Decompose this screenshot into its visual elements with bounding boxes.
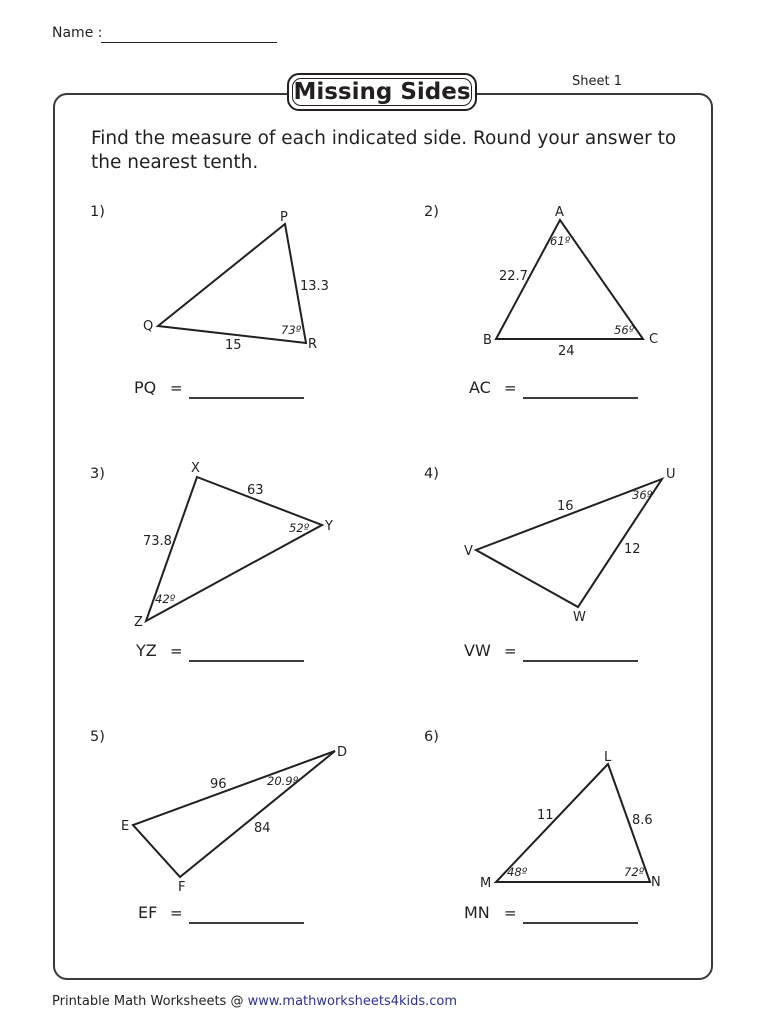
problem-1 <box>90 204 329 398</box>
vertex-label: M <box>480 876 492 891</box>
footer-link[interactable]: www.mathworksheets4kids.com <box>247 994 458 1009</box>
equals-sign: = <box>170 642 183 660</box>
equals-sign: = <box>504 379 517 397</box>
footer <box>52 994 457 1009</box>
vertex-label: A <box>555 205 564 220</box>
problem-4 <box>424 466 676 661</box>
problem-number: 3) <box>90 466 105 482</box>
sheet-label: Sheet 1 <box>572 74 622 89</box>
angle-measure: 52º <box>289 521 310 535</box>
problem-2 <box>424 204 658 398</box>
side-length: 15 <box>225 338 242 353</box>
angle-measure: 36º <box>632 488 653 502</box>
vertex-label: Y <box>325 519 333 534</box>
angle-measure: 42º <box>155 592 176 606</box>
vertex-label: X <box>191 461 200 476</box>
vertex-label: D <box>337 745 348 760</box>
answer-label: AC <box>469 378 491 397</box>
answer-label: PQ <box>134 378 157 397</box>
problem-number: 2) <box>424 204 439 220</box>
vertex-label: V <box>464 544 473 559</box>
answer-label: YZ <box>136 641 157 660</box>
vertex-label: N <box>651 875 661 890</box>
angle-measure: 72º <box>624 865 645 879</box>
side-length: 16 <box>557 499 574 514</box>
vertex-label: L <box>604 750 612 765</box>
vertex-label: U <box>666 467 676 482</box>
vertex-label: E <box>121 819 130 834</box>
equals-sign: = <box>170 379 183 397</box>
vertex-label: Z <box>134 615 143 630</box>
instructions: Find the measure of each indicated side. Round your answer to the nearest tenth. <box>91 128 677 173</box>
side-length: 11 <box>537 808 554 823</box>
side-length: 22.7 <box>499 269 528 284</box>
vertex-label: W <box>573 610 586 625</box>
angle-measure: 48º <box>507 865 528 879</box>
vertex-label: B <box>483 333 492 348</box>
angle-measure: 73º <box>281 323 302 337</box>
problem-number: 5) <box>90 729 105 745</box>
vertex-label: C <box>649 332 659 347</box>
problem-3 <box>90 461 333 661</box>
side-length: 84 <box>254 821 271 836</box>
side-length: 73.8 <box>143 534 172 549</box>
side-length: 12 <box>624 542 641 557</box>
side-length: 96 <box>210 777 227 792</box>
vertex-label: R <box>308 337 318 352</box>
side-length: 63 <box>247 483 264 498</box>
answer-label: MN <box>464 903 490 922</box>
answer-label: VW <box>464 641 491 660</box>
problem-number: 4) <box>424 466 439 482</box>
equals-sign: = <box>170 904 183 922</box>
side-length: 13.3 <box>300 279 329 294</box>
page-title: Missing Sides <box>293 79 471 105</box>
vertex-label: F <box>178 880 186 895</box>
angle-measure: 61º <box>550 234 571 248</box>
problem-5 <box>90 729 347 923</box>
problem-number: 1) <box>90 204 105 220</box>
vertex-label: P <box>280 210 288 225</box>
angle-measure: 20.9º <box>267 774 299 788</box>
vertex-label: Q <box>143 319 154 334</box>
answer-label: EF <box>138 903 158 922</box>
side-length: 24 <box>558 344 575 359</box>
equals-sign: = <box>504 642 517 660</box>
side-length: 8.6 <box>632 813 653 828</box>
angle-measure: 56º <box>614 323 635 337</box>
problem-number: 6) <box>424 729 439 745</box>
name-label: Name : <box>52 25 103 41</box>
triangle-def <box>133 751 335 877</box>
problem-6 <box>424 729 661 923</box>
equals-sign: = <box>504 904 517 922</box>
footer-text: Printable Math Worksheets @ <box>52 994 248 1009</box>
